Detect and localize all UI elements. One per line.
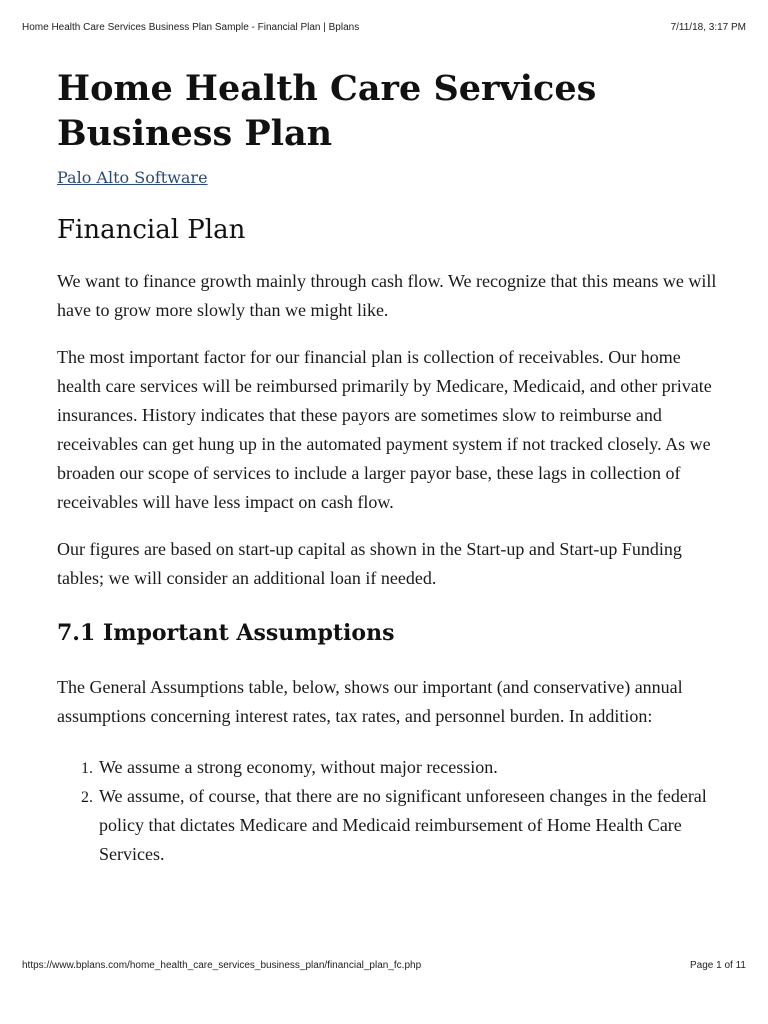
paragraph-1: We want to finance growth mainly through cash flow. We recognize that this means we will have to grow more slowly than we might like. <box>57 271 717 320</box>
subsection-paragraph: The General Assumptions table, below, shows our important (and conservative) annual assumptions concerning interest rates, tax rates, and personnel burden. In addition: <box>57 677 683 726</box>
page-title: Home Health Care Services Business Plan <box>57 68 597 154</box>
page-number: Page 1 of 11 <box>690 960 746 971</box>
list-item: 1. We assume a strong economy, without major recession. <box>97 753 717 782</box>
print-timestamp: 7/11/18, 3:17 PM <box>670 22 746 33</box>
assumptions-list <box>57 753 717 869</box>
print-page-title: Home Health Care Services Business Plan Sample - Financial Plan | Bplans <box>22 22 360 33</box>
section-heading: Financial Plan <box>57 215 246 245</box>
paragraph-2: The most important factor for our financial plan is collection of receivables. Our home health care services will be reimbursed primarily by Medicare, Medicaid, and other private insurances. History indicates that these payors are sometimes slow to reimburse and receivables can get hung up in the automated payment system if not tracked closely. As we broaden our scope of services to include a larger payor base, these lags in collection of receivables will have less impact on cash flow. <box>57 347 712 512</box>
author-link[interactable]: Palo Alto Software <box>57 168 208 187</box>
print-url: https://www.bplans.com/home_health_care_services_business_plan/financial_plan_fc.php <box>22 960 422 971</box>
print-footer <box>22 960 746 971</box>
paragraph-3: Our figures are based on start-up capital as shown in the Start-up and Start-up Funding tables; we will consider an additional loan if needed. <box>57 539 682 588</box>
document-content <box>57 66 717 869</box>
list-item: 2. We assume, of course, that there are no significant unforeseen changes in the federal policy that dictates Medicare and Medicaid reimbursement of Home Health Care Services. <box>97 782 717 869</box>
subsection-heading: 7.1 Important Assumptions <box>57 620 395 646</box>
print-header <box>22 22 746 33</box>
